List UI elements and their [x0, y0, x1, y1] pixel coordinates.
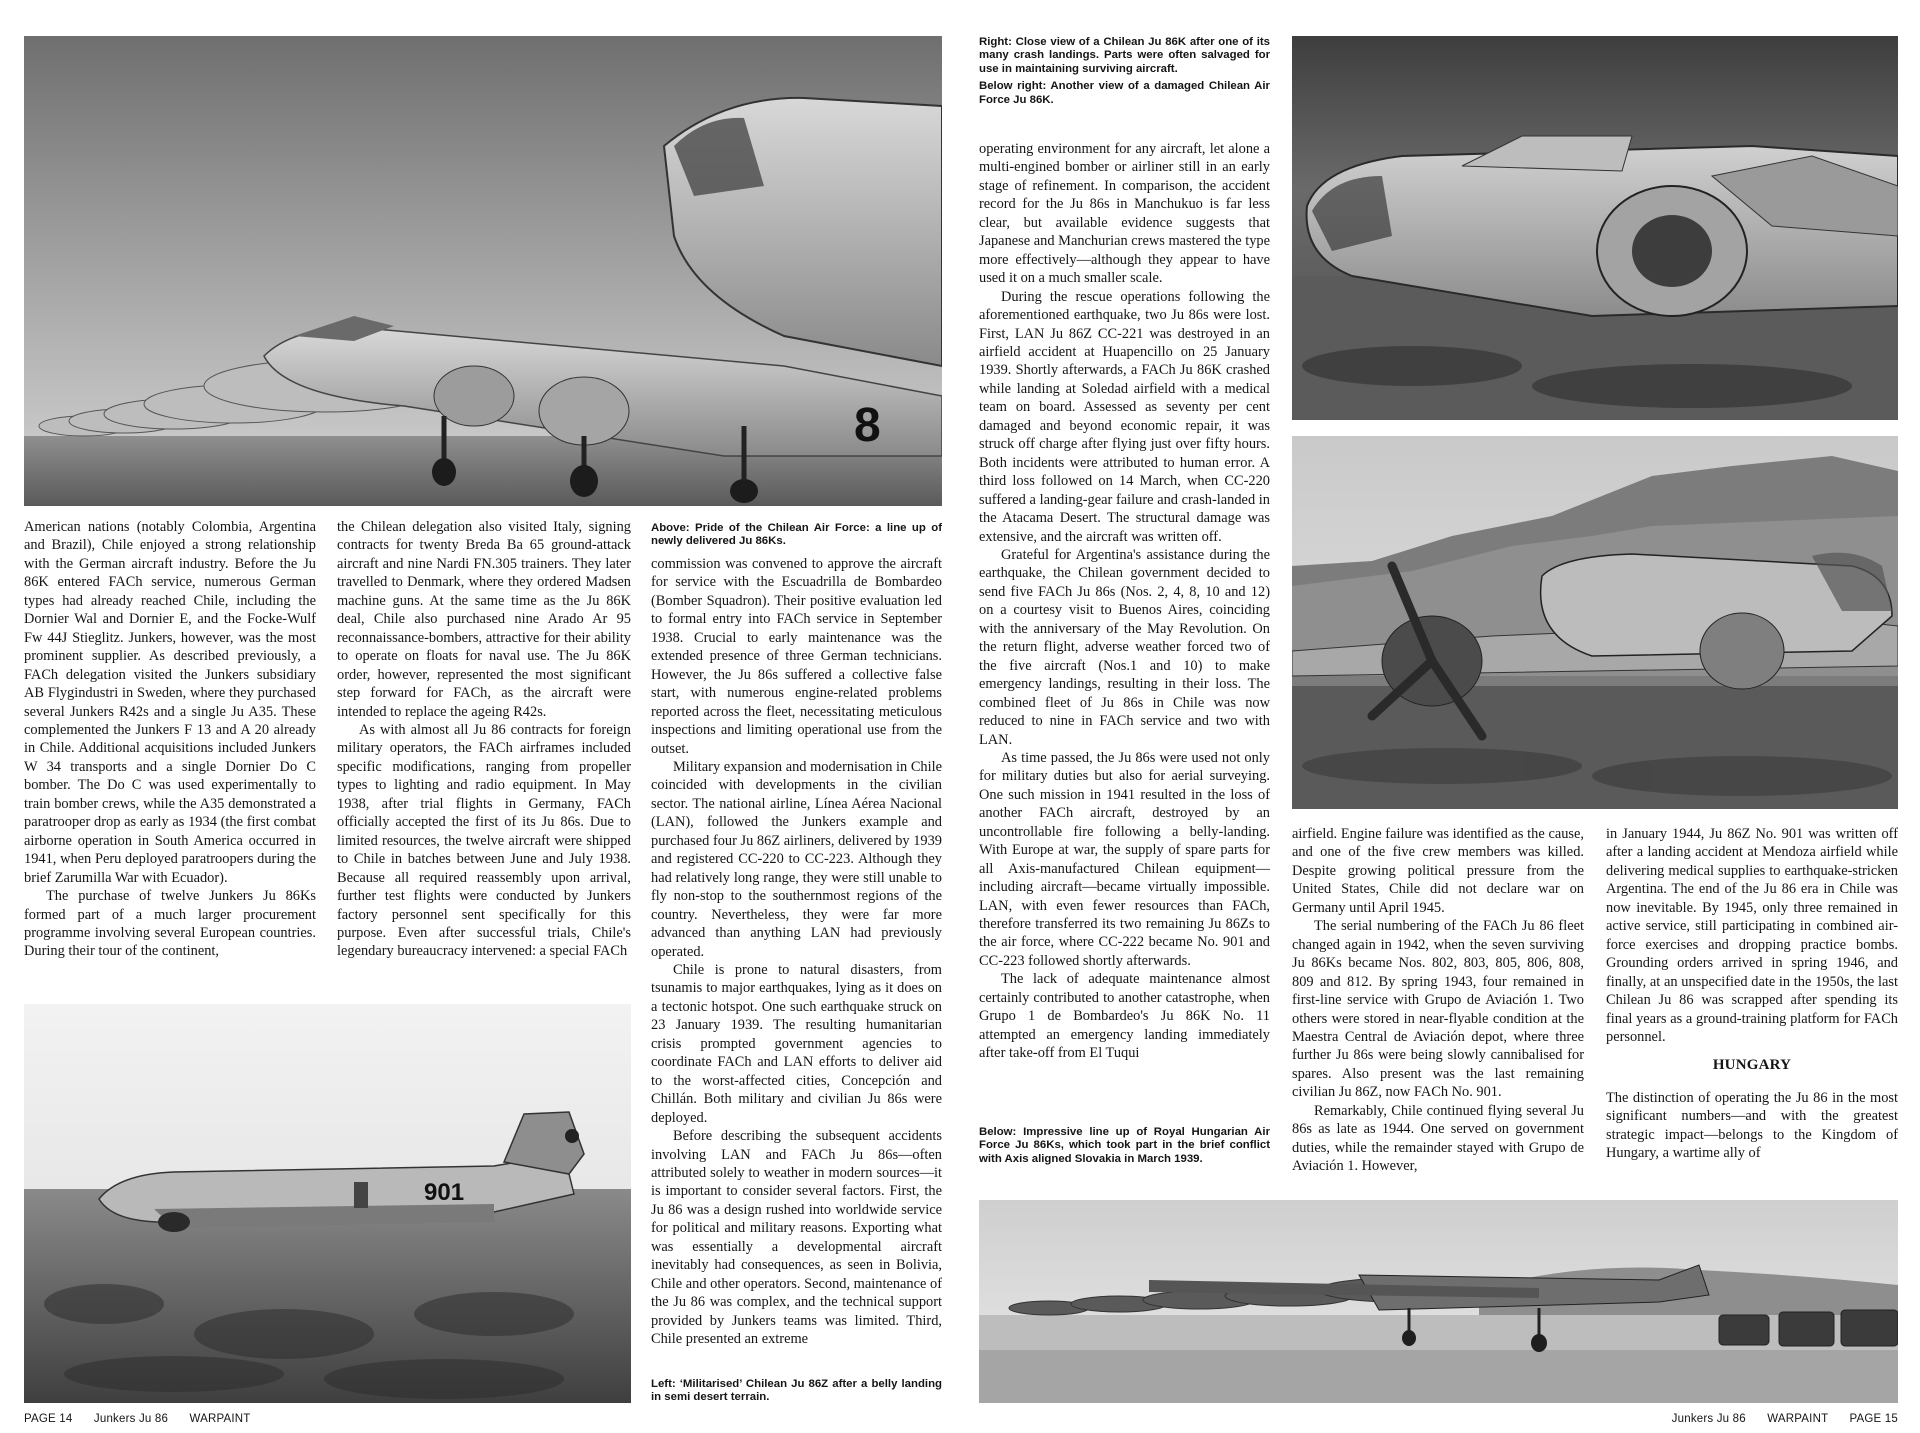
- photo-ju86z-belly-landing: [24, 1004, 631, 1403]
- paragraph: Chile is prone to natural disasters, from tsunamis to major earthquakes, lying as it does on a tectonic hotspot. One such earthquake struck on 23 January 1939. The resulting humanitarian crisis prompted government agencies to coordinate FACh and LAN efforts to deliver aid to the worst-affected cities, Concepción and Chillán. Both military and civilian Ju 86s were deployed.: [651, 961, 942, 1126]
- page-number: PAGE 15: [1849, 1413, 1898, 1425]
- aircraft-number-marking: 8: [854, 399, 881, 452]
- aircraft-serial-marking: 901: [424, 1179, 465, 1206]
- photo-hungarian-lineup: [979, 1200, 1898, 1403]
- photo-damaged-ju86k: [1292, 436, 1898, 809]
- text-column-1: [24, 518, 316, 994]
- photo-crashed-ju86k-close: [1292, 36, 1898, 420]
- publication-title: Junkers Ju 86: [1671, 1413, 1746, 1425]
- footer-left: [24, 1413, 269, 1425]
- caption-below: Below: Impressive line up of Royal Hungarian Air Force Ju 86Ks, which took part in the brief conflict with Axis aligned Slovakia in March 1939.: [979, 1126, 1270, 1165]
- paragraph: The lack of adequate maintenance almost certainly contributed to another catastrophe, when Grupo 1 de Bombardeo's Ju 86K No. 11 attempted an emergency landing immediately after take-off from El Tuqui: [979, 971, 1270, 1062]
- paragraph: in January 1944, Ju 86Z No. 901 was written off after a landing accident at Mendoza airfield while delivering medical supplies to earthquake-stricken Argentina. The end of the Ju 86 era in Chile was now inevitable. By 1945, only three remained in active service, still participating in combined air-force exercises and dropping practice bombs. Grounding orders arrived in spring 1946, and finally, at an unspecified date in the 1950s, the last Chilean Ju 86 was scrapped after spending its final years as a ground-training platform for FACh personnel.: [1606, 826, 1898, 1045]
- paragraph: Grateful for Argentina's assistance during the earthquake, the Chilean government decided to send five FACh Ju 86s (Nos. 2, 4, 8, 10 and 12) on a courtesy visit to Buenos Aires, coinciding with the anniversary of the May Revolution. On the return flight, adverse weather forced two of the five aircraft (Nos.1 and 10) to make emergency landings, resulting in their loss. The combined fleet of Ju 86s in Chile was now reduced to nine in FACh service and two with LAN.: [979, 546, 1270, 748]
- paragraph: American nations (notably Colombia, Argentina and Brazil), Chile enjoyed a strong relationship with the German aircraft industry. Before the Ju 86K entered FACh service, numerous German types had already reached Chile, including the Dornier Wal and Dornier E, and the Focke-Wulf Fw 44J Stieglitz. Junkers, however, was the most prominent supplier. As described previously, a FACh delegation visited the Junkers subsidiary AB Flygindustri in Sweden, where they purchased several Junkers R42s and a single Ju A35. These complemented the Junkers F 13 and A 20 already in Chile. Additional acquisitions included Junkers W 34 transports and a single Dornier Do C bomber. The Do C was used experimentally to train bomber crews, while the A35 demonstrated a paratrooper drop as early as 1934 (the first combat airborne operation in South America occurred in 1941, when Peru deployed paratroopers during the brief Zarumilla War with Ecuador).: [24, 519, 316, 886]
- publication-title: Junkers Ju 86: [93, 1413, 169, 1425]
- text-column-5: [1292, 825, 1584, 1185]
- section-heading: HUNGARY: [1712, 1057, 1792, 1074]
- paragraph: As with almost all Ju 86 contracts for foreign military operators, the FACh airframes included specific modifications, ranging from propeller types to lighting and radio equipment. In May 1938, after trial flights in Germany, FACh officially accepted the first of its Ju 86s. Due to limited resources, the twelve aircraft were shipped to Chile in batches between June and July 1938. Because all required reassembly upon arrival, further test flights were conducted by Junkers factory personnel sent specifically for this purpose. Even after successful trials, Chile's legendary bureaucracy intervened: a special FACh: [337, 721, 631, 960]
- text-column-4: [979, 140, 1270, 1124]
- paragraph: During the rescue operations following the aforementioned earthquake, two Ju 86s were lost. First, LAN Ju 86Z CC-221 was destroyed in an airfield accident at Huapencillo on 25 January 1939. Shortly afterwards, a FACh Ju 86K crashed while landing at Soledad airfield with a medical team on board. Assessed as seventy per cent damaged and beyond economic repair, it was struck off charge after flying just over fifty hours. Both incidents were attributed to human error. A third loss followed on 14 March, when CC-220 suffered a landing-gear failure and crash-landed in the Atacama Desert. The structural damage was extensive, and the aircraft was written off.: [979, 288, 1270, 545]
- paragraph: The serial numbering of the FACh Ju 86 fleet changed again in 1942, when the seven surviving Ju 86Ks became Nos. 802, 803, 805, 806, 808, 809 and 812. By spring 1943, four remained in first-line service with Grupo de Aviación 1. Two others were stored in near-flyable condition at the Maestra Central de Aviación depot, where three further Ju 86s were being slowly cannibalised for spares. Also present was the last remaining civilian Ju 86Z, now FACh No. 901.: [1292, 918, 1584, 1101]
- paragraph: airfield. Engine failure was identified as the cause, and one of the five crew members was killed. Despite growing political pressure from the United States, Chile did not declare war on Germany until April 1945.: [1292, 826, 1584, 916]
- text-column-3: [651, 555, 942, 1377]
- paragraph: the Chilean delegation also visited Italy, signing contracts for twenty Breda Ba 65 ground-attack aircraft and nine Nardi FN.305 trainers. They later travelled to Denmark, where they ordered Madsen machine guns. At the same time as the Ju 86K deal, Chile also purchased nine Arado Ar 95 reconnaissance-bombers, attractive for their ability to operate on floats for naval use. The Ju 86K order, however, represented the most significant step forward for FACh, as the aircraft were intended to replace the ageing R42s.: [337, 519, 631, 720]
- paragraph: commission was convened to approve the aircraft for service with the Escuadrilla de Bombardeo (Bomber Squadron). Their positive evaluation led to formal entry into FACh service in September 1938. Crucial to early maintenance was the extended presence of three German technicians. However, the Ju 86s suffered a collective false start, with numerous engine-related problems reported across the fleet, necessitating meticulous inspections and limiting operational use from the outset.: [651, 556, 942, 757]
- paragraph: Remarkably, Chile continued flying several Ju 86s as late as 1944. One served on government duties, while the remainder stayed with Grupo de Aviación 1. However,: [1292, 1102, 1584, 1175]
- caption-above: Above: Pride of the Chilean Air Force: a line up of newly delivered Ju 86Ks.: [651, 522, 942, 548]
- caption-right: Right: Close view of a Chilean Ju 86K after one of its many crash landings. Parts were often salvaged for use in maintaining surviving aircraft. Below right: Another view of a damaged Chilean Air Force Ju 86K.: [979, 36, 1270, 106]
- publisher-brand: WARPAINT: [189, 1413, 251, 1425]
- page-number: PAGE 14: [24, 1413, 73, 1425]
- paragraph: operating environment for any aircraft, let alone a multi-engined bomber or airliner still in an early stage of refinement. In comparison, the accident record for the Ju 86s in Manchukuo is far less clear, but available evidence suggests that Japanese and Manchurian crews mastered the type more effectively—although they appear to have used it on a much smaller scale.: [979, 141, 1270, 287]
- paragraph: As time passed, the Ju 86s were used not only for military duties but also for aerial surveying. One such mission in 1941 resulted in the loss of another FACh aircraft, destroyed by an uncontrollable fire following a belly-landing. With Europe at war, the supply of spare parts for all Axis-manufactured Chilean equipment—including aircraft—became virtually impossible. LAN, with even fewer resources than FACh, therefore transferred its two remaining Ju 86Zs to the air force, where CC-222 became No. 901 and CC-223 followed shortly afterwards.: [979, 749, 1270, 969]
- paragraph: Before describing the subsequent accidents involving LAN and FACh Ju 86s—often attributed solely to weather in modern sources—it is important to consider several factors. First, the Ju 86 was a design rushed into worldwide service for political and military reasons. Exporting what was essentially a developmental aircraft inevitably had consequences, as seen in Bolivia, Chile and other operators. Second, maintenance of the Ju 86 was complex, and the technical support provided by Junkers teams was limited. Third, Chile presented an extreme: [651, 1128, 942, 1348]
- paragraph: The distinction of operating the Ju 86 in the most significant numbers—and with the greatest strategic impact—belongs to the Kingdom of Hungary, a wartime ally of: [1606, 1089, 1898, 1162]
- caption-left: Left: ‘Militarised’ Chilean Ju 86Z after a belly landing in semi desert terrain.: [651, 1378, 942, 1404]
- footer-right: [1654, 1413, 1898, 1425]
- text-column-6: [1606, 825, 1898, 1185]
- text-column-2: [337, 518, 631, 994]
- photo-lineup-ju86k: [24, 36, 942, 506]
- publisher-brand: WARPAINT: [1767, 1413, 1829, 1425]
- paragraph: The purchase of twelve Junkers Ju 86Ks formed part of a much larger procurement programme involving several European countries. During their tour of the continent,: [24, 888, 316, 960]
- paragraph: Military expansion and modernisation in Chile coincided with developments in the civilian sector. The national airline, Línea Aérea Nacional (LAN), followed the Junkers example and purchased four Ju 86Z airliners, delivered by 1939 and registered CC-220 to CC-223. Although they had relatively long range, they were still unable to fly non-stop to the southernmost regions of the country. Nevertheless, they were far more advanced than anything LAN had previously operated.: [651, 758, 942, 960]
